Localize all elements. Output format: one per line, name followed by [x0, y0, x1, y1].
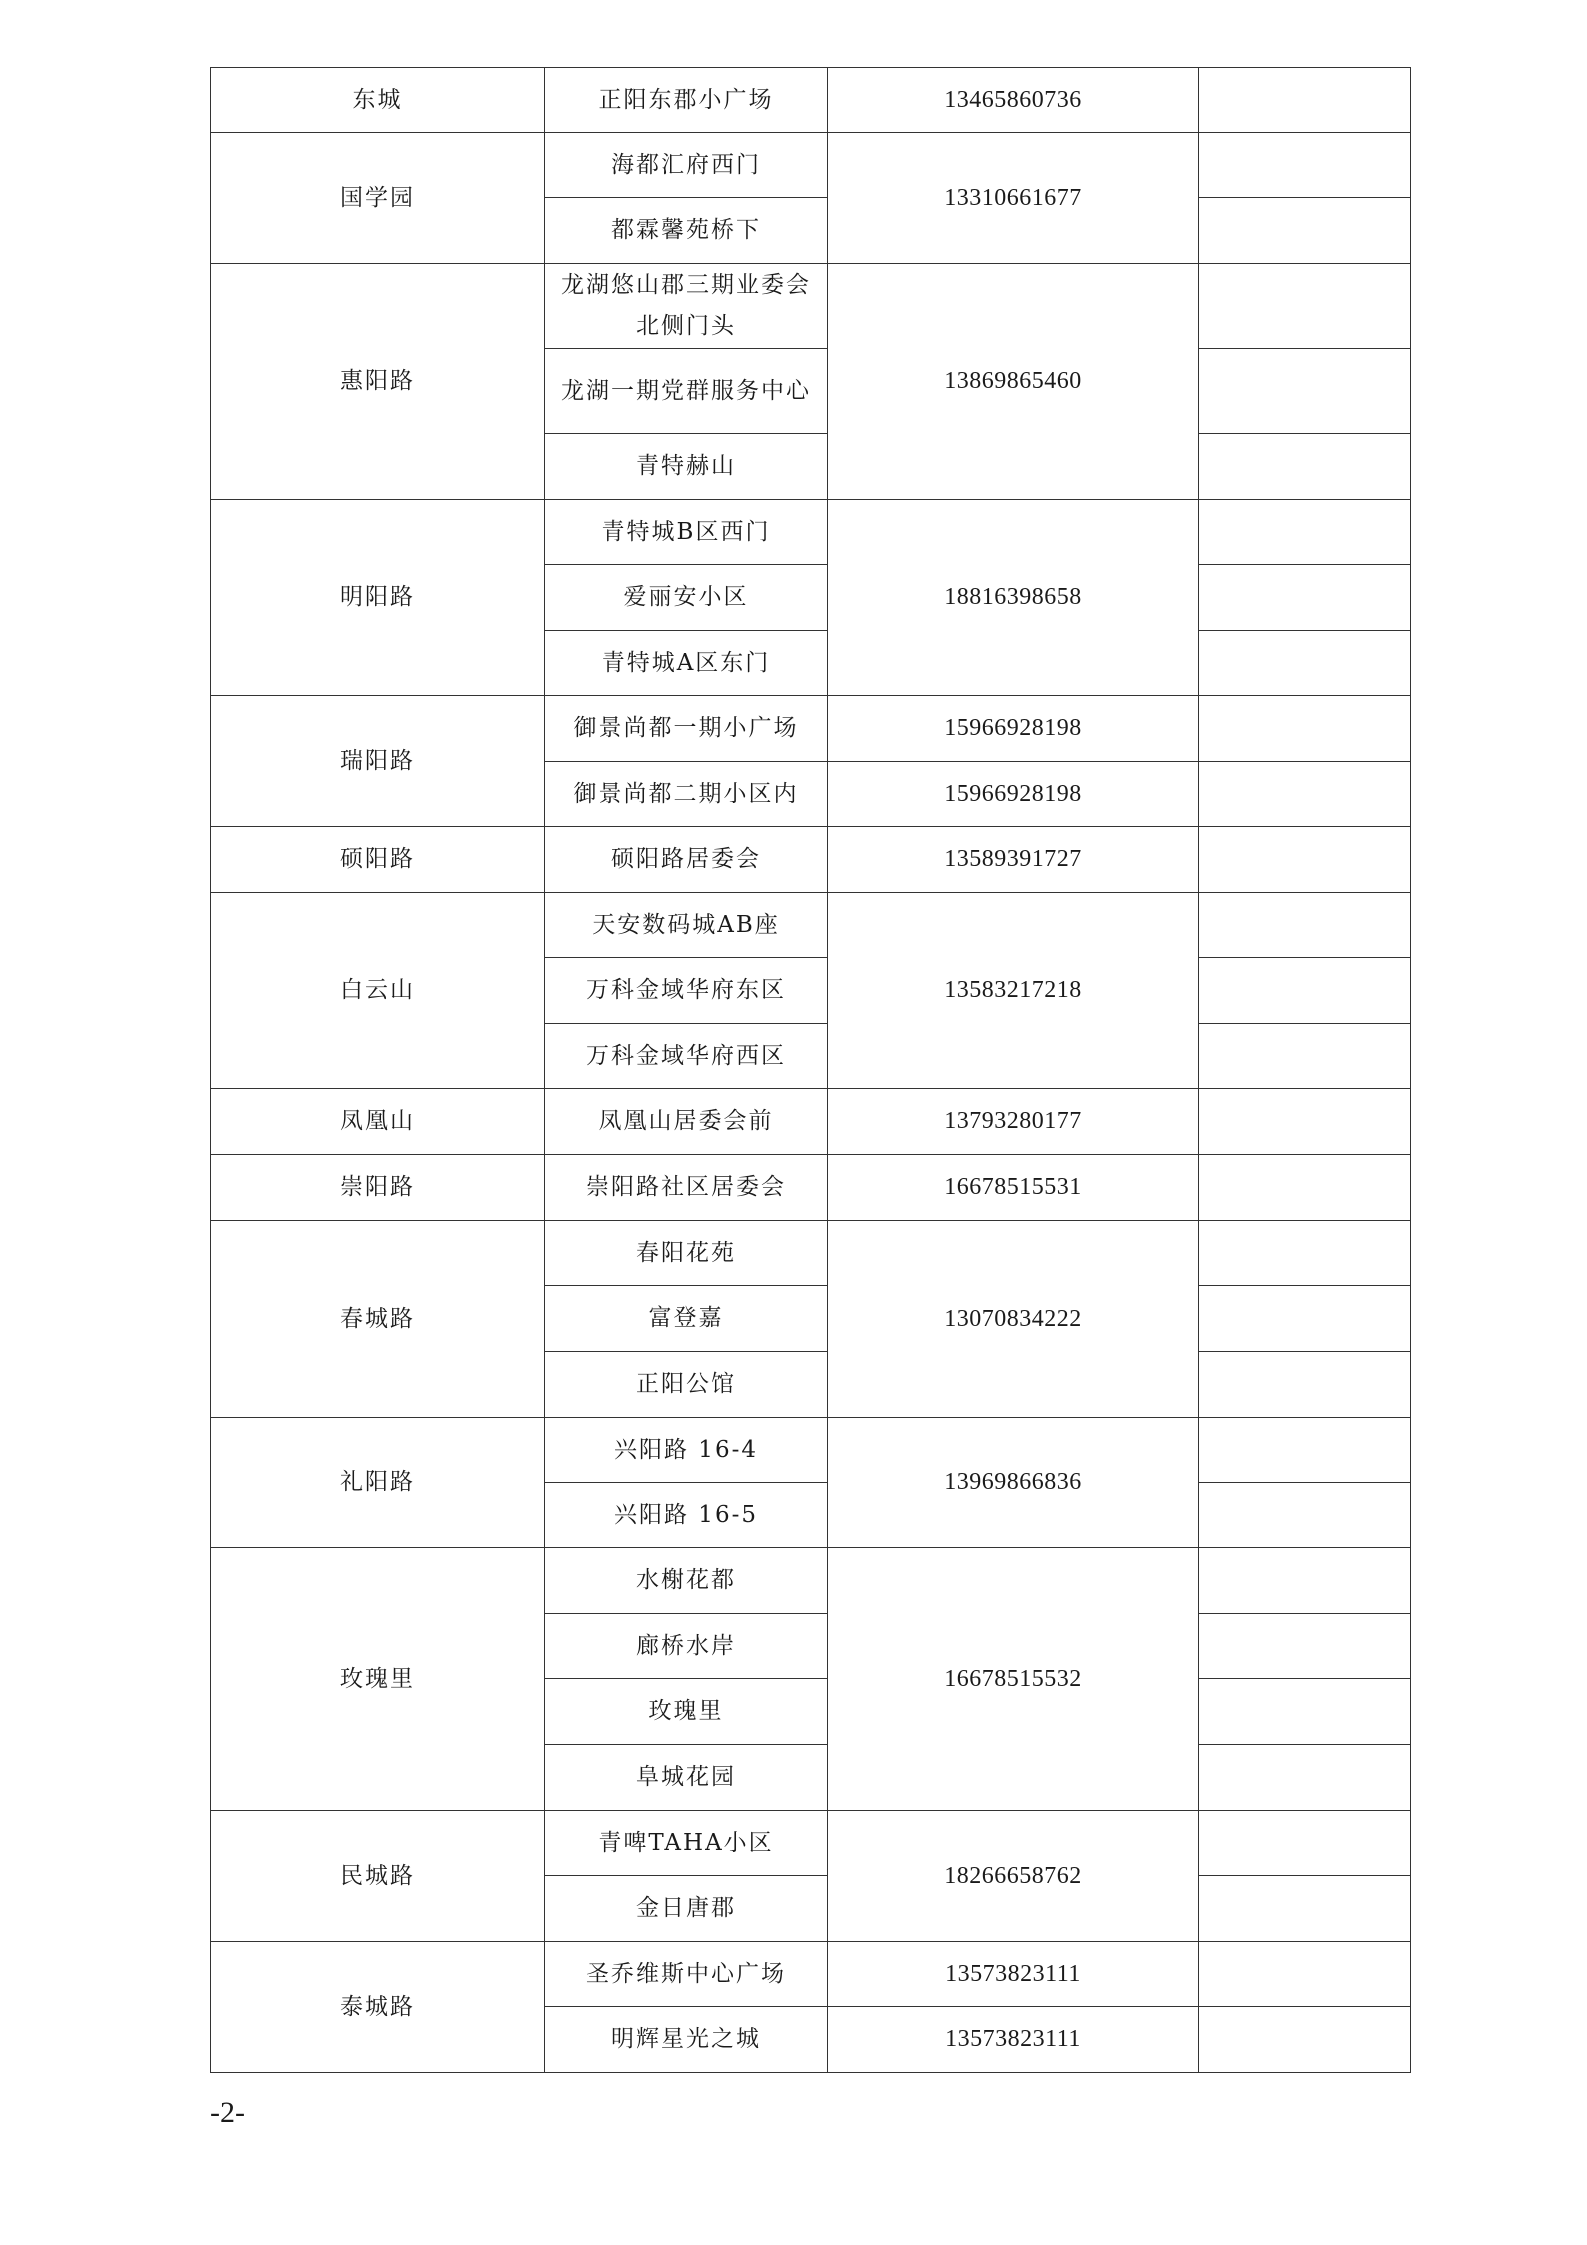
community-name-cell: 崇阳路 — [211, 1155, 545, 1221]
remarks-cell — [1199, 1876, 1411, 1942]
table-row — [211, 893, 1411, 958]
service-point-cell: 青特城B区西门 — [545, 500, 828, 565]
remarks-cell — [1199, 762, 1411, 827]
table-row — [211, 1155, 1411, 1221]
service-point-cell: 明辉星光之城 — [545, 2007, 828, 2073]
contact-phone-cell: 15966928198 — [828, 762, 1199, 827]
service-point-cell: 青啤TAHA小区 — [545, 1811, 828, 1876]
contact-phone-cell: 13589391727 — [828, 827, 1199, 893]
service-point-cell: 爱丽安小区 — [545, 565, 828, 631]
service-point-cell: 富登嘉 — [545, 1286, 828, 1352]
remarks-cell — [1199, 1942, 1411, 2007]
remarks-cell — [1199, 434, 1411, 500]
service-point-cell: 廊桥水岸 — [545, 1614, 828, 1679]
community-name-cell: 惠阳路 — [211, 264, 545, 500]
community-table — [210, 67, 1411, 2073]
contact-phone-cell: 13070834222 — [828, 1221, 1199, 1418]
service-point-cell: 水榭花都 — [545, 1548, 828, 1614]
contact-phone-cell: 13573823111 — [828, 1942, 1199, 2007]
remarks-cell — [1199, 1614, 1411, 1679]
remarks-cell — [1199, 893, 1411, 958]
remarks-cell — [1199, 958, 1411, 1024]
community-name-cell: 凤凰山 — [211, 1089, 545, 1155]
service-point-cell: 正阳东郡小广场 — [545, 68, 828, 133]
remarks-cell — [1199, 2007, 1411, 2073]
service-point-cell: 硕阳路居委会 — [545, 827, 828, 893]
table-row — [211, 696, 1411, 762]
remarks-cell — [1199, 1679, 1411, 1745]
community-name-cell: 春城路 — [211, 1221, 545, 1418]
page-number: -2- — [210, 2096, 245, 2129]
service-point-cell: 凤凰山居委会前 — [545, 1089, 828, 1155]
service-point-cell: 圣乔维斯中心广场 — [545, 1942, 828, 2007]
table-row — [211, 1221, 1411, 1286]
service-point-cell: 龙湖悠山郡三期业委会北侧门头 — [545, 264, 828, 349]
remarks-cell — [1199, 349, 1411, 434]
service-point-cell: 海都汇府西门 — [545, 133, 828, 198]
remarks-cell — [1199, 1745, 1411, 1811]
service-point-cell: 万科金域华府西区 — [545, 1024, 828, 1089]
remarks-cell — [1199, 1483, 1411, 1548]
table-row — [211, 1418, 1411, 1483]
community-name-cell: 明阳路 — [211, 500, 545, 696]
service-point-cell: 天安数码城AB座 — [545, 893, 828, 958]
service-point-cell: 青特赫山 — [545, 434, 828, 500]
remarks-cell — [1199, 68, 1411, 133]
remarks-cell — [1199, 1548, 1411, 1614]
service-point-cell: 兴阳路 16-5 — [545, 1483, 828, 1548]
service-point-cell: 兴阳路 16-4 — [545, 1418, 828, 1483]
community-name-cell: 玫瑰里 — [211, 1548, 545, 1811]
table-row — [211, 1089, 1411, 1155]
service-point-cell: 都霖馨苑桥下 — [545, 198, 828, 264]
community-name-cell: 国学园 — [211, 133, 545, 264]
remarks-cell — [1199, 264, 1411, 349]
service-point-cell: 御景尚都二期小区内 — [545, 762, 828, 827]
community-name-cell: 民城路 — [211, 1811, 545, 1942]
table-body — [211, 68, 1411, 2073]
contact-phone-cell: 13793280177 — [828, 1089, 1199, 1155]
remarks-cell — [1199, 133, 1411, 198]
remarks-cell — [1199, 1155, 1411, 1221]
table-row — [211, 133, 1411, 198]
service-point-cell: 阜城花园 — [545, 1745, 828, 1811]
service-point-cell: 御景尚都一期小广场 — [545, 696, 828, 762]
contact-phone-cell: 13583217218 — [828, 893, 1199, 1089]
contact-phone-cell: 13573823111 — [828, 2007, 1199, 2073]
community-name-cell: 硕阳路 — [211, 827, 545, 893]
remarks-cell — [1199, 631, 1411, 696]
remarks-cell — [1199, 827, 1411, 893]
contact-phone-cell: 16678515532 — [828, 1548, 1199, 1811]
remarks-cell — [1199, 565, 1411, 631]
remarks-cell — [1199, 1352, 1411, 1418]
table-row — [211, 500, 1411, 565]
table-row — [211, 264, 1411, 349]
community-name-cell: 白云山 — [211, 893, 545, 1089]
contact-phone-cell: 13465860736 — [828, 68, 1199, 133]
contact-phone-cell: 13969866836 — [828, 1418, 1199, 1548]
table-row — [211, 1942, 1411, 2007]
remarks-cell — [1199, 198, 1411, 264]
community-name-cell: 瑞阳路 — [211, 696, 545, 827]
service-point-cell: 金日唐郡 — [545, 1876, 828, 1942]
remarks-cell — [1199, 500, 1411, 565]
contact-phone-cell: 18816398658 — [828, 500, 1199, 696]
service-point-cell: 正阳公馆 — [545, 1352, 828, 1418]
contact-phone-cell: 13310661677 — [828, 133, 1199, 264]
table-row — [211, 827, 1411, 893]
community-name-cell: 东城 — [211, 68, 545, 133]
remarks-cell — [1199, 1024, 1411, 1089]
remarks-cell — [1199, 1286, 1411, 1352]
remarks-cell — [1199, 1811, 1411, 1876]
service-point-cell: 崇阳路社区居委会 — [545, 1155, 828, 1221]
service-point-cell: 玫瑰里 — [545, 1679, 828, 1745]
contact-phone-cell: 18266658762 — [828, 1811, 1199, 1942]
community-name-cell: 礼阳路 — [211, 1418, 545, 1548]
service-point-cell: 龙湖一期党群服务中心 — [545, 349, 828, 434]
community-name-cell: 泰城路 — [211, 1942, 545, 2073]
remarks-cell — [1199, 1221, 1411, 1286]
table-row — [211, 1811, 1411, 1876]
table-row — [211, 1548, 1411, 1614]
contact-phone-cell: 13869865460 — [828, 264, 1199, 500]
remarks-cell — [1199, 696, 1411, 762]
service-point-cell: 青特城A区东门 — [545, 631, 828, 696]
table-row — [211, 68, 1411, 133]
service-point-cell: 万科金域华府东区 — [545, 958, 828, 1024]
contact-phone-cell: 15966928198 — [828, 696, 1199, 762]
remarks-cell — [1199, 1089, 1411, 1155]
remarks-cell — [1199, 1418, 1411, 1483]
contact-phone-cell: 16678515531 — [828, 1155, 1199, 1221]
service-point-cell: 春阳花苑 — [545, 1221, 828, 1286]
